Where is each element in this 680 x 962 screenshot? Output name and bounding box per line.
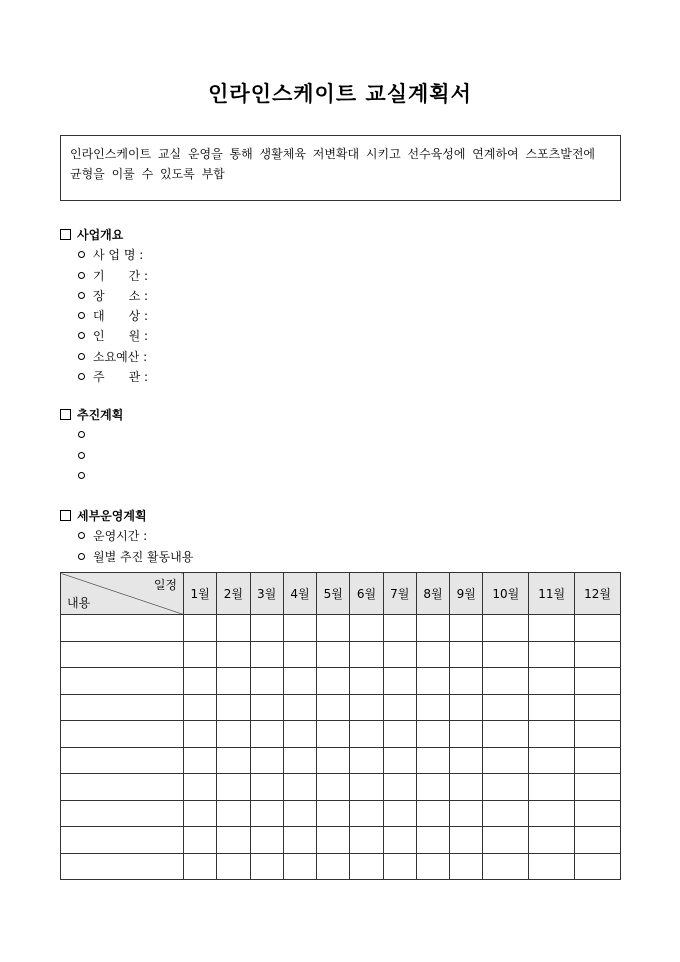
month-header: 11월: [529, 573, 575, 615]
month-header: 5월: [317, 573, 350, 615]
summary-box: 인라인스케이트 교실 운영을 통해 생활체육 저변확대 시키고 선수육성에 연계하여 스포츠발전에 균형을 이룰 수 있도록 부합: [60, 135, 621, 201]
month-cell[interactable]: [250, 774, 283, 801]
month-cell[interactable]: [483, 827, 529, 854]
table-row: [61, 694, 621, 721]
month-cell[interactable]: [383, 721, 416, 748]
corner-header-cell: [61, 573, 184, 615]
month-cell[interactable]: [450, 827, 483, 854]
month-cell[interactable]: [483, 747, 529, 774]
content-cell[interactable]: [61, 800, 184, 827]
month-cell[interactable]: [483, 853, 529, 880]
month-cell[interactable]: [250, 747, 283, 774]
month-cell[interactable]: [450, 668, 483, 695]
list-item: [60, 526, 193, 546]
section-heading: 사업개요: [77, 228, 124, 242]
month-cell[interactable]: [217, 641, 250, 668]
list-item: [60, 547, 193, 567]
month-cell[interactable]: [317, 774, 350, 801]
month-cell[interactable]: [450, 641, 483, 668]
month-header: 7월: [383, 573, 416, 615]
month-cell[interactable]: [217, 827, 250, 854]
section-heading: 추진계획: [77, 408, 124, 422]
month-cell[interactable]: [575, 853, 621, 880]
month-cell[interactable]: [350, 747, 383, 774]
list-item: [60, 367, 148, 387]
month-cell[interactable]: [217, 747, 250, 774]
month-cell[interactable]: [529, 853, 575, 880]
month-cell[interactable]: [383, 800, 416, 827]
month-cell[interactable]: [217, 774, 250, 801]
month-cell[interactable]: [250, 853, 283, 880]
list-item-text: 소요예산 :: [93, 349, 148, 364]
list-item: [60, 245, 148, 265]
month-cell[interactable]: [483, 721, 529, 748]
content-cell[interactable]: [61, 694, 184, 721]
list-item: [60, 286, 148, 306]
month-cell[interactable]: [383, 827, 416, 854]
month-cell[interactable]: [350, 800, 383, 827]
month-cell[interactable]: [184, 774, 217, 801]
month-cell[interactable]: [529, 827, 575, 854]
month-cell[interactable]: [529, 694, 575, 721]
document-title: 인라인스케이트 교실계획서: [208, 81, 472, 106]
month-cell[interactable]: [184, 694, 217, 721]
list-item: [60, 326, 148, 346]
month-cell[interactable]: [529, 721, 575, 748]
month-cell[interactable]: [350, 827, 383, 854]
month-header: 1월: [184, 573, 217, 615]
circle-bullet-icon: [78, 472, 85, 479]
content-cell[interactable]: [61, 827, 184, 854]
schedule-label: 일정: [153, 578, 177, 592]
month-cell[interactable]: [575, 827, 621, 854]
list-item: [60, 425, 123, 445]
month-cell[interactable]: [450, 853, 483, 880]
circle-bullet-icon: [78, 431, 85, 438]
list-item: [60, 266, 148, 286]
month-cell[interactable]: [575, 774, 621, 801]
month-cell[interactable]: [383, 694, 416, 721]
checkbox-square-icon: [60, 409, 71, 420]
month-cell[interactable]: [317, 800, 350, 827]
month-cell[interactable]: [416, 668, 449, 695]
month-cell[interactable]: [529, 774, 575, 801]
circle-bullet-icon: [78, 332, 85, 339]
month-cell[interactable]: [283, 774, 316, 801]
circle-bullet-icon: [78, 532, 85, 539]
month-cell[interactable]: [283, 615, 316, 642]
month-cell[interactable]: [416, 827, 449, 854]
table-row: [61, 774, 621, 801]
content-label: 내용: [67, 596, 91, 610]
month-cell[interactable]: [184, 853, 217, 880]
month-cell[interactable]: [350, 615, 383, 642]
month-cell[interactable]: [483, 641, 529, 668]
month-cell[interactable]: [217, 800, 250, 827]
table-row: [61, 853, 621, 880]
month-cell[interactable]: [350, 694, 383, 721]
month-cell[interactable]: [317, 641, 350, 668]
circle-bullet-icon: [78, 272, 85, 279]
table-row: [61, 721, 621, 748]
month-header: 6월: [350, 573, 383, 615]
month-cell[interactable]: [184, 827, 217, 854]
month-cell[interactable]: [575, 668, 621, 695]
list-item-text: 주 관 :: [93, 370, 149, 385]
month-cell[interactable]: [250, 827, 283, 854]
month-header: 2월: [217, 573, 250, 615]
month-cell[interactable]: [416, 694, 449, 721]
content-cell[interactable]: [61, 747, 184, 774]
month-cell[interactable]: [217, 694, 250, 721]
month-cell[interactable]: [350, 774, 383, 801]
table-row: [61, 668, 621, 695]
month-cell[interactable]: [483, 774, 529, 801]
month-header: 4월: [283, 573, 316, 615]
month-header: 3월: [250, 573, 283, 615]
list-item: [60, 446, 123, 466]
month-cell[interactable]: [184, 615, 217, 642]
list-item: [60, 306, 148, 326]
month-cell[interactable]: [217, 721, 250, 748]
month-cell[interactable]: [350, 721, 383, 748]
month-cell[interactable]: [383, 747, 416, 774]
month-cell[interactable]: [529, 668, 575, 695]
month-cell[interactable]: [575, 694, 621, 721]
checkbox-square-icon: [60, 510, 71, 521]
month-cell[interactable]: [283, 641, 316, 668]
month-cell[interactable]: [184, 721, 217, 748]
list-item-text: 운영시간 :: [93, 529, 148, 544]
month-cell[interactable]: [250, 615, 283, 642]
month-cell[interactable]: [483, 668, 529, 695]
table-row: [61, 800, 621, 827]
month-cell[interactable]: [575, 721, 621, 748]
month-cell[interactable]: [450, 721, 483, 748]
month-header: 12월: [575, 573, 621, 615]
list-item-text: 기 간 :: [93, 268, 149, 283]
month-cell[interactable]: [350, 641, 383, 668]
month-cell[interactable]: [416, 641, 449, 668]
content-cell[interactable]: [61, 721, 184, 748]
month-cell[interactable]: [317, 615, 350, 642]
list-item: [60, 466, 123, 486]
month-cell[interactable]: [283, 853, 316, 880]
month-cell[interactable]: [350, 853, 383, 880]
month-cell[interactable]: [383, 615, 416, 642]
month-cell[interactable]: [450, 774, 483, 801]
month-cell[interactable]: [450, 800, 483, 827]
month-cell[interactable]: [283, 747, 316, 774]
month-cell[interactable]: [250, 721, 283, 748]
month-cell[interactable]: [575, 747, 621, 774]
table-row: [61, 747, 621, 774]
circle-bullet-icon: [78, 292, 85, 299]
month-cell[interactable]: [283, 694, 316, 721]
table-row: [61, 641, 621, 668]
table-row: [61, 615, 621, 642]
month-cell[interactable]: [416, 774, 449, 801]
month-cell[interactable]: [184, 747, 217, 774]
month-cell[interactable]: [416, 747, 449, 774]
circle-bullet-icon: [78, 251, 85, 258]
month-cell[interactable]: [416, 615, 449, 642]
month-cell[interactable]: [383, 668, 416, 695]
month-cell[interactable]: [416, 853, 449, 880]
month-cell[interactable]: [184, 668, 217, 695]
list-item-text: 사 업 명 :: [93, 248, 144, 263]
month-cell[interactable]: [416, 721, 449, 748]
month-cell[interactable]: [575, 800, 621, 827]
month-cell[interactable]: [317, 668, 350, 695]
month-cell[interactable]: [483, 694, 529, 721]
month-cell[interactable]: [383, 641, 416, 668]
circle-bullet-icon: [78, 312, 85, 319]
circle-bullet-icon: [78, 553, 85, 560]
month-cell[interactable]: [383, 853, 416, 880]
month-cell[interactable]: [350, 668, 383, 695]
list-item-text: 월별 추진 활동내용: [93, 549, 194, 564]
circle-bullet-icon: [78, 452, 85, 459]
section-overview: [60, 225, 148, 387]
month-cell[interactable]: [317, 827, 350, 854]
content-cell[interactable]: [61, 641, 184, 668]
list-item: [60, 347, 148, 367]
table-row: [61, 827, 621, 854]
month-cell[interactable]: [317, 853, 350, 880]
content-cell[interactable]: [61, 615, 184, 642]
month-cell[interactable]: [383, 774, 416, 801]
month-cell[interactable]: [184, 800, 217, 827]
month-cell[interactable]: [184, 641, 217, 668]
circle-bullet-icon: [78, 373, 85, 380]
month-cell[interactable]: [283, 668, 316, 695]
content-cell[interactable]: [61, 853, 184, 880]
month-cell[interactable]: [317, 694, 350, 721]
month-cell[interactable]: [575, 641, 621, 668]
checkbox-square-icon: [60, 229, 71, 240]
month-cell[interactable]: [450, 747, 483, 774]
month-header: 8월: [416, 573, 449, 615]
month-cell[interactable]: [450, 694, 483, 721]
month-cell[interactable]: [450, 615, 483, 642]
section-plan: [60, 405, 123, 486]
list-item-text: 대 상 :: [93, 309, 149, 324]
month-cell[interactable]: [575, 615, 621, 642]
month-cell[interactable]: [283, 800, 316, 827]
month-cell[interactable]: [529, 800, 575, 827]
month-cell[interactable]: [283, 721, 316, 748]
month-header: 10월: [483, 573, 529, 615]
month-cell[interactable]: [217, 853, 250, 880]
month-cell[interactable]: [529, 641, 575, 668]
month-cell[interactable]: [483, 800, 529, 827]
section-heading: 세부운영계획: [77, 509, 147, 523]
month-cell[interactable]: [250, 641, 283, 668]
circle-bullet-icon: [78, 353, 85, 360]
month-cell[interactable]: [250, 694, 283, 721]
month-cell[interactable]: [317, 747, 350, 774]
month-cell[interactable]: [217, 668, 250, 695]
content-cell[interactable]: [61, 774, 184, 801]
content-cell[interactable]: [61, 668, 184, 695]
month-cell[interactable]: [217, 615, 250, 642]
month-cell[interactable]: [483, 615, 529, 642]
month-cell[interactable]: [529, 747, 575, 774]
month-cell[interactable]: [250, 668, 283, 695]
month-cell[interactable]: [529, 615, 575, 642]
list-item-text: 장 소 :: [93, 288, 149, 303]
section-detail: [60, 506, 193, 567]
month-cell[interactable]: [250, 800, 283, 827]
monthly-schedule-table: [60, 572, 621, 880]
month-cell[interactable]: [416, 800, 449, 827]
month-cell[interactable]: [317, 721, 350, 748]
month-header: 9월: [450, 573, 483, 615]
month-cell[interactable]: [283, 827, 316, 854]
list-item-text: 인 원 :: [93, 329, 149, 344]
